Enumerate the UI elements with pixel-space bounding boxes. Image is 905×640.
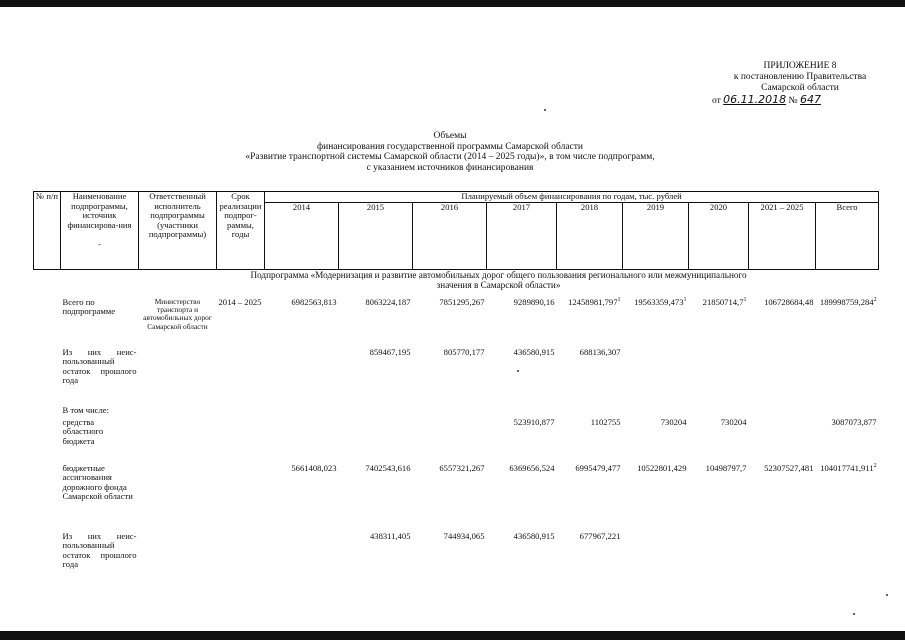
table-row-regional-budget [34,418,879,464]
row-term: 2014 – 2025 [218,296,262,307]
cell-2016: 7851295,267 [439,296,485,307]
cell-2018: 688136,307 [579,346,621,357]
table-row-road-fund [34,464,879,532]
cell-2019: 730204 [660,416,687,427]
cell-2015: 438311,405 [369,530,411,541]
cell-2014: 6982563,813 [291,296,337,307]
handwritten-date: 06.11.2018 [723,93,787,106]
cell-2015: 7402543,616 [365,462,411,473]
number-label: № [788,96,798,106]
col-header-total: Всего [816,202,879,269]
title-line-1: Объемы [433,131,467,141]
cell-total [816,292,879,348]
footnote-mark: 2 [873,462,877,469]
cell-2019: 10522801,429 [637,462,687,473]
cell-2020-value: 21850714,7 [702,296,744,307]
col-header-name [61,192,139,270]
approval-stamp [700,61,900,107]
cell-2016: 805770,177 [443,346,485,357]
cell-2015: 8063224,187 [365,296,411,307]
cell-2017: 6369656,524 [509,462,555,473]
cell-2016: 6557321,267 [439,462,485,473]
cell-total [816,464,879,532]
col-header-planned: Планируемый объем финансирования по годам, тыс. рублей [265,192,879,203]
title-line-4: с указанием источников финансирования [366,162,534,173]
table-row-total [34,292,879,348]
cell-total-value: 189998759,284 [819,296,874,307]
footnote-mark: 2 [873,296,877,303]
cell-2019-value: 19563359,473 [634,296,684,307]
title-line-3: «Развитие транспортной системы Самарской области (2014 – 2025 годы)», в том числе подпрограмм, [245,152,655,163]
cell-2021-2025: 106728684,48 [764,296,814,307]
col-header-2015: 2015 [339,202,413,269]
footnote-mark: 1 [683,296,687,303]
scan-bottom-edge [0,631,905,640]
cell-2017: 9289890,16 [513,296,555,307]
cell-2018: 677967,221 [579,530,621,541]
table-row-unused [34,348,879,400]
row-executor: Министерство транспорта и автомобильных дорог Самарской области [143,296,212,331]
cell-2020: 10498797,7 [705,462,747,473]
from-label: от [712,96,721,106]
cell-2020 [689,292,749,348]
document-title [180,131,720,173]
approval-line-2: Самарской области [761,83,839,93]
cell-2018: 1102755 [590,416,621,427]
financing-table [33,191,879,582]
row-label: Всего по подпрограмме [62,296,116,317]
cell-2020: 730204 [720,416,747,427]
appendix-label: ПРИЛОЖЕНИЕ 8 [763,61,837,71]
col-header-2014: 2014 [265,202,339,269]
row-label: средства областного бюджета [62,416,104,446]
scan-speck [853,613,855,615]
subprogram-title: Подпрограмма «Модернизация и развитие автомобильных дорог общего пользования регионального или межмуниципального значения в Самарской области» [250,269,747,290]
col-header-executor: Ответственный исполнитель подпрограммы (участники подпрограммы) [139,192,217,270]
col-header-name-text: Наименование подпрограммы, источник финансирова-ния [67,191,132,230]
col-header-term: Срок реализации подпрог-раммы, годы [217,192,265,270]
scan-speck [544,109,546,111]
col-header-2021-2025: 2021 – 2025 [749,202,816,269]
subprogram-row [34,269,879,292]
handwritten-number: 647 [799,93,821,106]
cell-2017: 523910,877 [513,416,555,427]
cell-2018-value: 12458981,797 [568,296,618,307]
cell-total-value: 104017741,911 [820,462,874,473]
row-label: Из них неис-пользованный остаток прошлого года [62,346,137,386]
footnote-mark: 1 [743,296,747,303]
cell-2015: 859467,195 [369,346,411,357]
title-line-2: финансирования государственной программы Самарской области [316,141,583,152]
cell-total: 3087073,877 [831,416,877,427]
col-header-2017: 2017 [487,202,557,269]
col-header-2016: 2016 [413,202,487,269]
approval-line-1: к постановлению Правительства [733,72,867,82]
footnote-mark: 1 [617,296,621,303]
col-header-2020: 2020 [689,202,749,269]
cell-2021-2025: 52307527,481 [764,462,814,473]
table-row-unused-road [34,532,879,582]
row-label: В том числе: [62,404,109,415]
cell-2017: 436580,915 [513,346,555,357]
row-label: бюджетные ассигнования дорожного фонда Самарской области [62,462,133,502]
cell-2016: 744934,065 [443,530,485,541]
cell-2018: 6995479,477 [575,462,621,473]
col-header-2018: 2018 [557,202,623,269]
cell-2018 [557,292,623,348]
cell-2017: 436580,915 [513,530,555,541]
scan-top-edge [0,0,905,7]
col-header-2019: 2019 [623,202,689,269]
scan-speck [886,594,888,596]
header-marker: - [98,239,101,250]
cell-2019 [623,292,689,348]
row-label: Из них неис-пользованный остаток прошлого года [62,530,137,570]
table-row-including [34,400,879,418]
cell-2014: 5661408,023 [291,462,337,473]
approval-date-line [700,94,900,107]
col-header-num: № п/п [34,192,61,270]
